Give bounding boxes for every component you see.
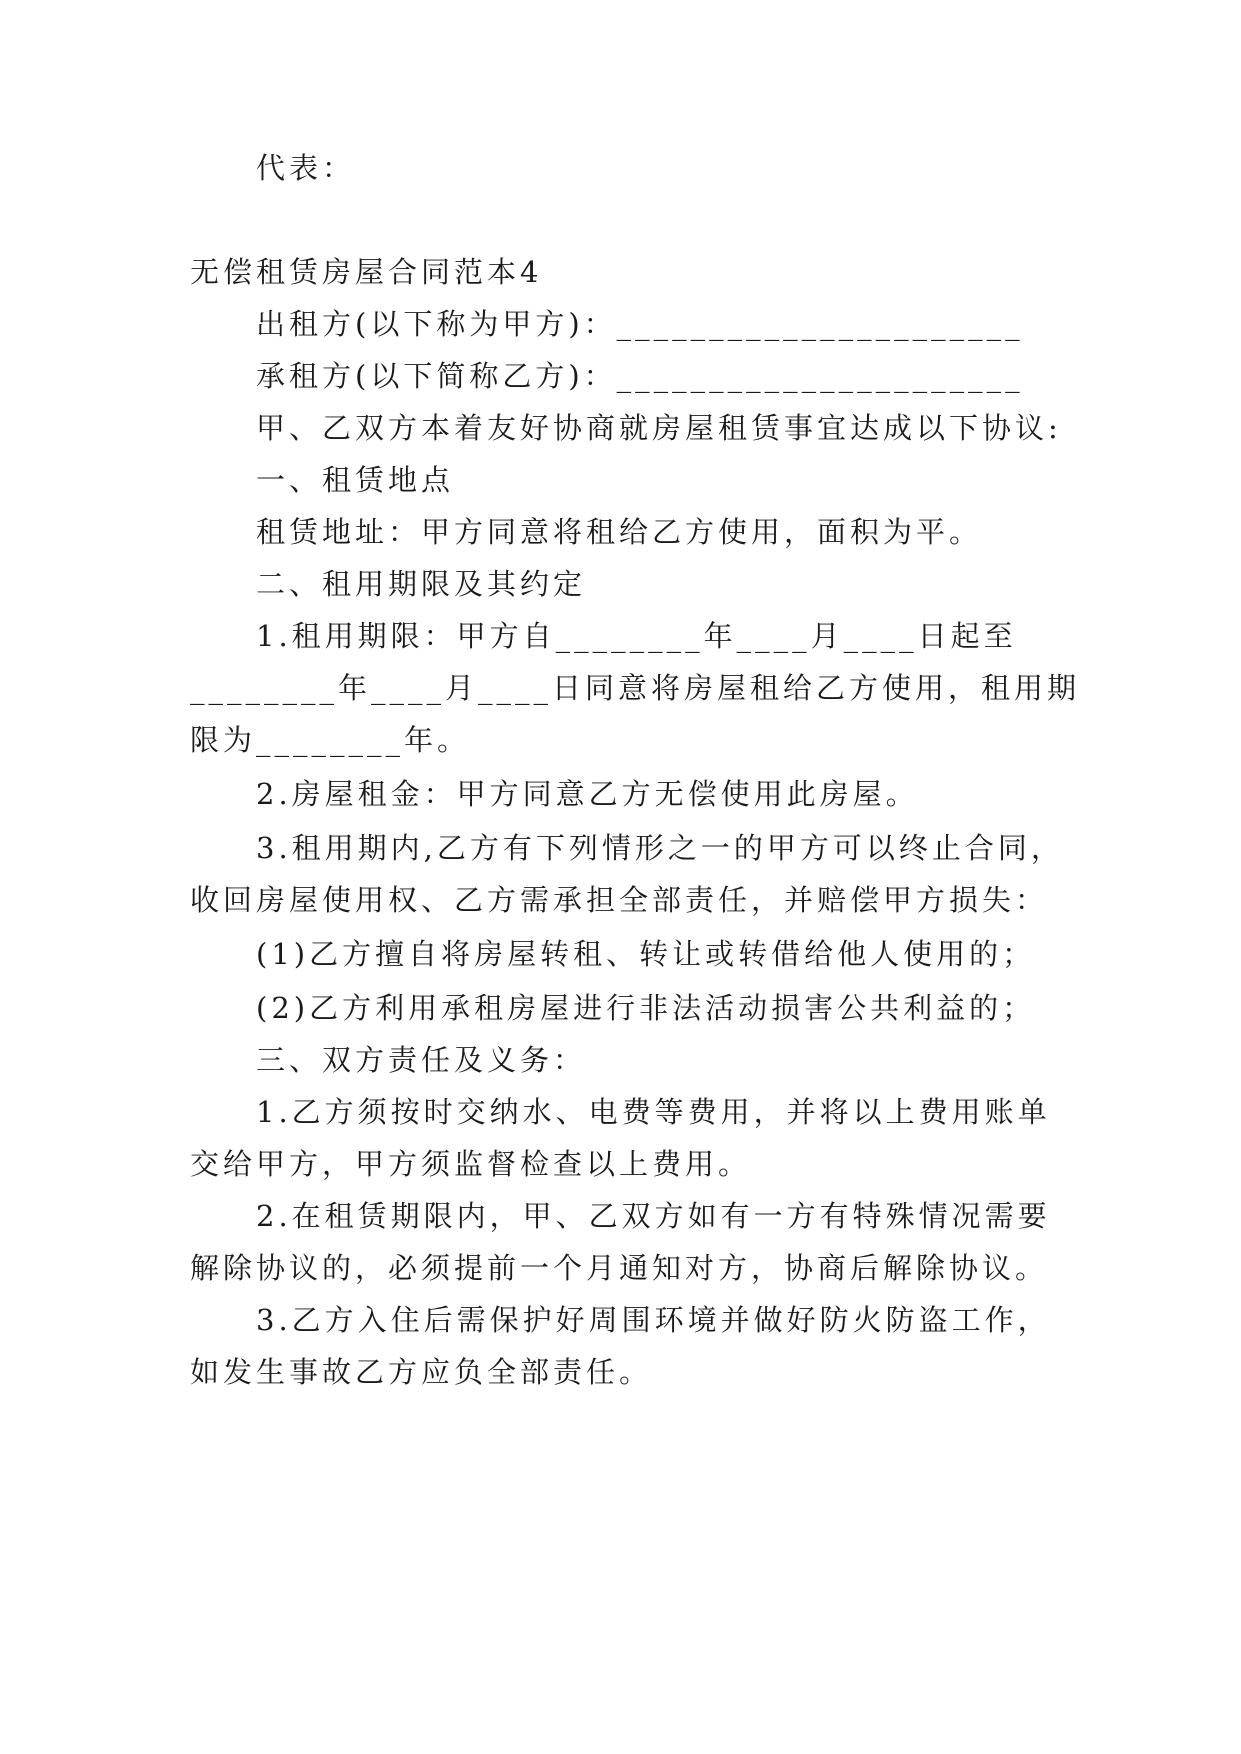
lease-term-line-1: 1.租用期限：甲方自________年____月____日起至: [256, 619, 1017, 653]
termination-item-2: (2)乙方利用承租房屋进行非法活动损害公共利益的；: [256, 991, 1036, 1025]
duty-3-line-1: 3.乙方入住后需保护好周围环境并做好防火防盗工作，: [256, 1303, 1051, 1337]
lease-term-line-3: 限为________年。: [190, 723, 471, 757]
rent-paragraph: 2.房屋租金：甲方同意乙方无偿使用此房屋。: [256, 777, 919, 811]
lessor-line: 出租方(以下称为甲方)：______________________: [256, 307, 1024, 341]
lessee-line: 承租方(以下简称乙方)：______________________: [256, 359, 1024, 393]
termination-line-1: 3.租用期内,乙方有下列情形之一的甲方可以终止合同，: [256, 831, 1064, 865]
section-1-heading: 一、租赁地点: [256, 463, 455, 497]
lease-address-paragraph: 租赁地址：甲方同意将租给乙方使用，面积为平。: [256, 515, 983, 549]
lease-term-line-2: ________年____月____日同意将房屋租给乙方使用，租用期: [190, 671, 1081, 705]
duty-1-line-1: 1.乙方须按时交纳水、电费等费用，并将以上费用账单: [256, 1095, 1051, 1129]
contract-title: 无偿租赁房屋合同范本4: [190, 255, 543, 289]
termination-line-2: 收回房屋使用权、乙方需承担全部责任，并赔偿甲方损失：: [190, 883, 1049, 917]
duty-1-line-2: 交给甲方，甲方须监督检查以上费用。: [190, 1147, 752, 1181]
duty-2-line-1: 2.在租赁期限内，甲、乙双方如有一方有特殊情况需要: [256, 1199, 1051, 1233]
intro-paragraph: 甲、乙双方本着友好协商就房屋租赁事宜达成以下协议:: [256, 411, 1062, 445]
representative-label: 代表：: [256, 151, 356, 185]
duty-3-line-2: 如发生事故乙方应负全部责任。: [190, 1355, 653, 1389]
duty-2-line-2: 解除协议的，必须提前一个月通知对方，协商后解除协议。: [190, 1251, 1049, 1285]
section-3-heading: 三、双方责任及义务：: [256, 1043, 587, 1077]
section-2-heading: 二、租用期限及其约定: [256, 567, 587, 601]
termination-item-1: (1)乙方擅自将房屋转租、转让或转借给他人使用的；: [256, 937, 1036, 971]
